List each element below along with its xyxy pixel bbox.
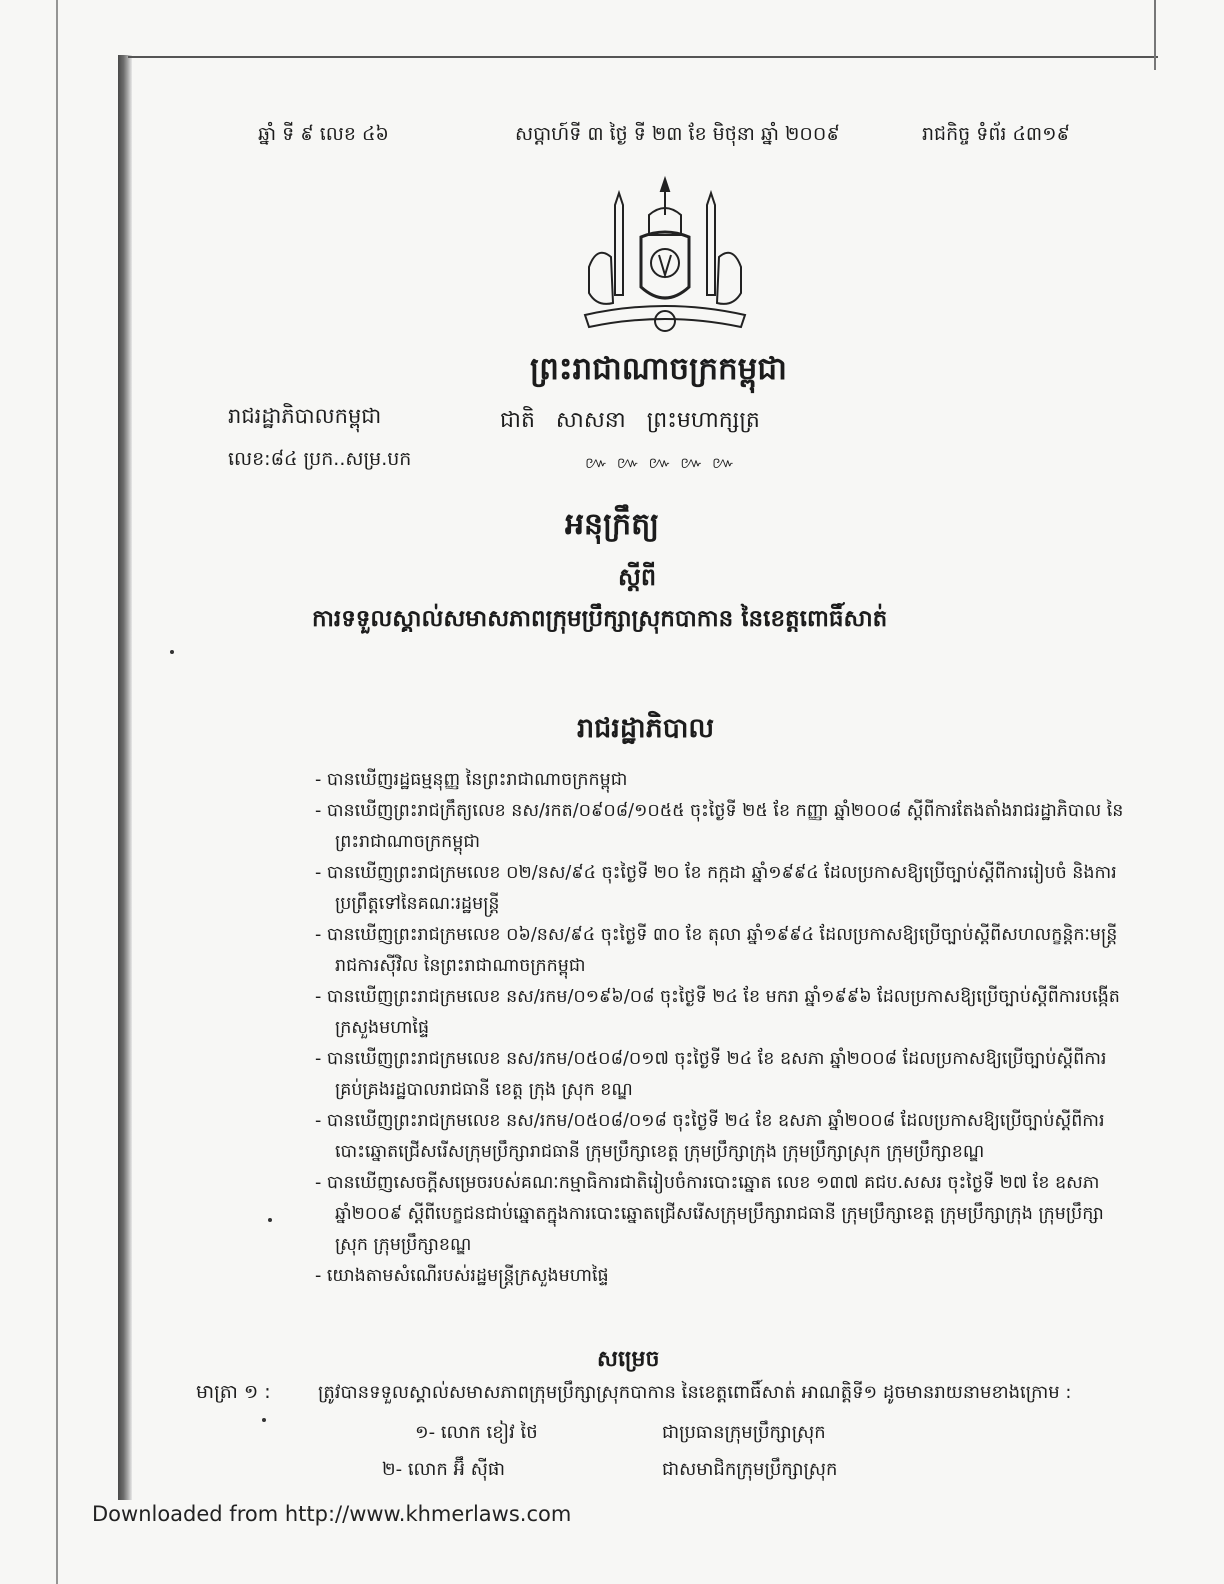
scan-shadow-edge [118, 55, 132, 1500]
consideration-item: - បានឃើញព្រះរាជក្រមលេខ នស/រកម/០៥០៨/០១៨ ចុះថ្ងៃទី ២៤ ខែ ឧសភា ឆ្នាំ២០០៨ ដែលប្រកាសឱ្យប្រើច្បាប់ស្ដីពីការបោះឆ្នោតជ្រើសរើសក្រុមប្រឹក្សារាជធានី ក្រុមប្រឹក្សាខេត្ត ក្រុមប្រឹក្សាក្រុង ក្រុមប្រឹក្សាស្រុក ក្រុមប្រឹក្សាខណ្ឌ [315, 1111, 1105, 1162]
considerations-list [315, 765, 1125, 1292]
scan-speck [268, 1218, 272, 1222]
consideration-item: - បានឃើញព្រះរាជក្រមលេខ ០២/នស/៩៤ ចុះថ្ងៃទី ២០ ខែ កក្កដា ឆ្នាំ១៩៩៤ ដែលប្រកាសឱ្យប្រើច្បាប់ស្ដីពីការរៀបចំ និងការប្រព្រឹត្តទៅនៃគណៈរដ្ឋមន្ត្រី [315, 863, 1117, 914]
scan-speck [262, 1418, 266, 1422]
consideration-item: - បានឃើញរដ្ឋធម្មនុញ្ញ នៃព្រះរាជាណាចក្រកម្ពុជា [315, 770, 628, 790]
member-role: ជាសមាជិកក្រុមប្រឹក្សាស្រុក [662, 1459, 838, 1480]
consideration-item: - បានឃើញព្រះរាជក្រមលេខ ០៦/នស/៩៤ ចុះថ្ងៃទី ៣០ ខែ តុលា ឆ្នាំ១៩៩៤ ដែលប្រកាសឱ្យប្រើច្បាប់ស្ដីពីសហលក្ខន្តិកៈមន្ត្រីរាជការស៊ីវិល នៃព្រះរាជាណាចក្រកម្ពុជា [315, 925, 1118, 976]
government-label: រាជរដ្ឋាភិបាលកម្ពុជា [228, 404, 382, 428]
consideration-item: - បានឃើញព្រះរាជក្រមលេខ នស/រកម/០១៩៦/០៨ ចុះថ្ងៃទី ២៤ ខែ មករា ឆ្នាំ១៩៩៦ ដែលប្រកាសឱ្យប្រើច្បាប់ស្ដីពីការបង្កើតក្រសួងមហាផ្ទៃ [315, 987, 1120, 1038]
national-motto: ជាតិ សាសនា ព្រះមហាក្សត្រ [500, 408, 760, 433]
header-gazette-page: រាជកិច្ច ទំព័រ ៤៣១៩ [922, 123, 1070, 145]
consideration-item: - យោងតាមសំណើរបស់រដ្ឋមន្ត្រីក្រសួងមហាផ្ទៃ [315, 1266, 609, 1286]
consideration-item: - បានឃើញព្រះរាជក្រមលេខ នស/រកម/០៥០៨/០១៧ ចុះថ្ងៃទី ២៤ ខែ ឧសភា ឆ្នាំ២០០៨ ដែលប្រកាសឱ្យប្រើច្បាប់ស្ដីពីការគ្រប់គ្រងរដ្ឋបាលរាជធានី ខេត្ត ក្រុង ស្រុក ខណ្ឌ [315, 1049, 1107, 1100]
about-label: ស្ដីពី [618, 563, 657, 591]
header-year-issue: ឆ្នាំ ទី ៩ លេខ ៤៦ [258, 123, 389, 145]
article-1-text: ត្រូវបានទទួលស្គាល់សមាសភាពក្រុមប្រឹក្សាស្រុកបាកាន នៃខេត្តពោធិ៍សាត់ អាណត្តិទី១ ដូចមានរាយនាមខាងក្រោម : [318, 1382, 1072, 1403]
consideration-item: - បានឃើញព្រះរាជក្រឹត្យលេខ នស/រកត/០៩០៨/១០៥៥ ចុះថ្ងៃទី ២៥ ខែ កញ្ញា ឆ្នាំ២០០៨ ស្ដីពីការតែងតាំងរាជរដ្ឋាភិបាល នៃព្រះរាជាណាចក្រកម្ពុជា [315, 801, 1124, 852]
member-role: ជាប្រធានក្រុមប្រឹក្សាស្រុក [662, 1422, 826, 1443]
document-number: លេខ:៨៤ ប្រក..សម្រ.បក [228, 448, 412, 470]
member-name: ១- លោក ខៀវ ថៃ [415, 1422, 538, 1443]
decorative-ornament: ៚ ៚ ៚ ៚ ៚ [585, 453, 737, 472]
scan-right-border [1154, 0, 1156, 70]
decides-heading: សម្រេច [597, 1347, 660, 1372]
royal-government-heading: រាជរដ្ឋាភិបាល [577, 713, 715, 744]
scan-speck [170, 650, 174, 654]
scan-left-border [56, 0, 58, 1584]
consideration-item: - បានឃើញសេចក្ដីសម្រេចរបស់គណៈកម្មាធិការជាតិរៀបចំការបោះឆ្នោត លេខ ១៣៧ គជប.សសរ ចុះថ្ងៃទី ២៧ ខែ ឧសភា ឆ្នាំ២០០៩ ស្ដីពីបេក្ខជនជាប់ឆ្នោតក្នុងការបោះឆ្នោតជ្រើសរើសក្រុមប្រឹក្សារាជធានី ក្រុមប្រឹក្សាខេត្ត ក្រុមប្រឹក្សាក្រុង ក្រុមប្រឹក្សាស្រុក ក្រុមប្រឹក្សាខណ្ឌ [315, 1173, 1104, 1255]
header-date: សប្ដាហ៍ទី ៣ ថ្ងៃ ទី ២៣ ខែ មិថុនា ឆ្នាំ ២០០៩ [515, 123, 840, 145]
member-name: ២- លោក អ៊ឹ ស៊ីផា [382, 1459, 505, 1480]
article-1-label: មាត្រា ១ : [196, 1381, 271, 1403]
download-source-footer: Downloaded from http://www.khmerlaws.com [92, 1502, 572, 1526]
royal-coat-of-arms-emblem [575, 175, 755, 340]
scan-top-border [128, 56, 1158, 58]
document-title: ការទទួលស្គាល់សមាសភាពក្រុមប្រឹក្សាស្រុកបាកាន នៃខេត្តពោធិ៍សាត់ [312, 606, 888, 632]
document-type: អនុក្រឹត្យ [565, 507, 660, 542]
kingdom-heading: ព្រះរាជាណាចក្រកម្ពុជា [530, 351, 787, 387]
